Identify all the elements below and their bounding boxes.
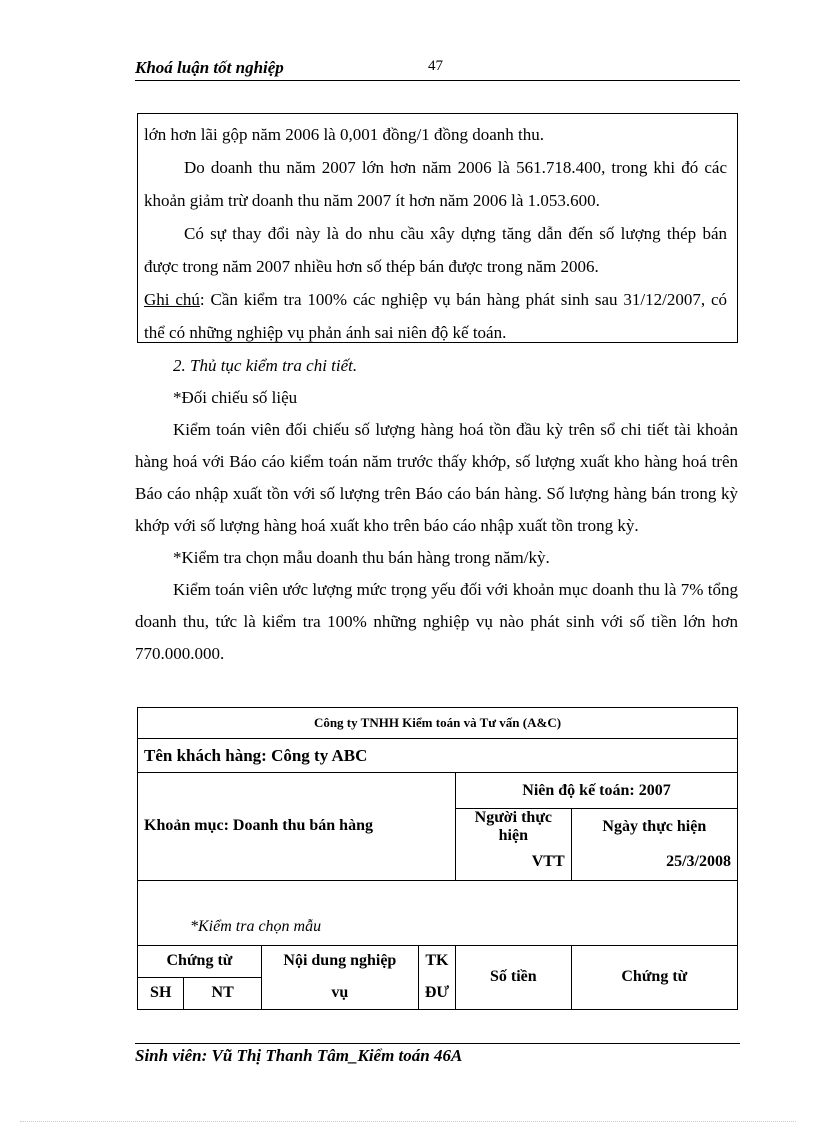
col-amount: Số tiền [456, 945, 572, 1009]
fiscal-period: Niên độ kế toán: 2007 [456, 773, 738, 809]
boxed-line-1: lớn hơn lãi gộp năm 2006 là 0,001 đồng/1 đồng doanh thu. [144, 125, 544, 144]
company-name: Công ty TNHH Kiểm toán và Tư vấn (A&C) [138, 708, 738, 739]
col-sh: SH [138, 977, 184, 1009]
col-tk-line2: ĐƯ [418, 977, 455, 1009]
account-item: Khoản mục: Doanh thu bán hàng [138, 773, 456, 881]
col-voucher-2: Chứng từ [571, 945, 737, 1009]
col-content-line2: vụ [261, 977, 418, 1009]
audit-workpaper-table [137, 707, 738, 1010]
date-value: 25/3/2008 [571, 845, 737, 880]
performer-label: Người thực hiện [456, 809, 572, 846]
footer-divider [135, 1043, 740, 1044]
body-text [135, 350, 738, 670]
boxed-paragraph-3: Có sự thay đổi này là do nhu cầu xây dựng tăng dẫn đến số lượng thép bán được trong năm 2007 nhiều hơn số thép bán được trong năm 2006. [144, 224, 727, 276]
note-label: Ghi chú [144, 290, 200, 309]
header-divider [135, 80, 740, 81]
performer-value: VTT [456, 845, 572, 880]
boxed-analysis [137, 113, 738, 343]
date-label: Ngày thực hiện [571, 809, 737, 846]
boxed-note [144, 283, 727, 349]
col-voucher: Chứng từ [138, 945, 262, 977]
col-content-line1: Nội dung nghiệp [261, 945, 418, 977]
paragraph-reconcile: Kiểm toán viên đối chiếu số lượng hàng hoá tồn đầu kỳ trên sổ chi tiết tài khoản hàng hoá với Báo cáo kiểm toán năm trước thấy khớp, số lượng xuất kho hàng hoá trên Báo cáo nhập xuất tồn với số lượng trên Báo cáo bán hàng. Số lượng hàng bán trong kỳ khớp với số lượng hàng hoá xuất kho trên báo cáo nhập xuất tồn trong kỳ. [135, 420, 738, 535]
sampling-caption: *Kiểm tra chọn mẫu [138, 880, 738, 945]
page-edge-dots [20, 1121, 796, 1122]
subheading-sampling: *Kiểm tra chọn mẫu doanh thu bán hàng trong năm/kỳ. [173, 548, 550, 567]
page-number: 47 [428, 58, 443, 74]
boxed-paragraph-2: Do doanh thu năm 2007 lớn hơn năm 2006 là 561.718.400, trong khi đó các khoản giảm trừ doanh thu năm 2007 ít hơn năm 2006 là 1.053.600. [144, 158, 727, 210]
footer-author: Sinh viên: Vũ Thị Thanh Tâm_Kiểm toán 46A [135, 1046, 463, 1065]
subheading-reconcile: *Đối chiếu số liệu [173, 388, 298, 407]
client-name: Tên khách hàng: Công ty ABC [138, 739, 738, 773]
col-nt: NT [184, 977, 261, 1009]
paragraph-materiality: Kiểm toán viên ước lượng mức trọng yếu đối với khoản mục doanh thu là 7% tổng doanh thu, tức là kiểm tra 100% những nghiệp vụ nào phát sinh với số tiền lớn hơn 770.000.000. [135, 580, 738, 663]
section-heading: 2. Thủ tục kiểm tra chi tiết. [173, 356, 358, 375]
header-title: Khoá luận tốt nghiệp [135, 58, 284, 77]
col-tk-line1: TK [418, 945, 455, 977]
note-text: : Cần kiểm tra 100% các nghiệp vụ bán hàng phát sinh sau 31/12/2007, có thể có những nghiệp vụ phản ánh sai niên độ kế toán. [144, 290, 728, 342]
